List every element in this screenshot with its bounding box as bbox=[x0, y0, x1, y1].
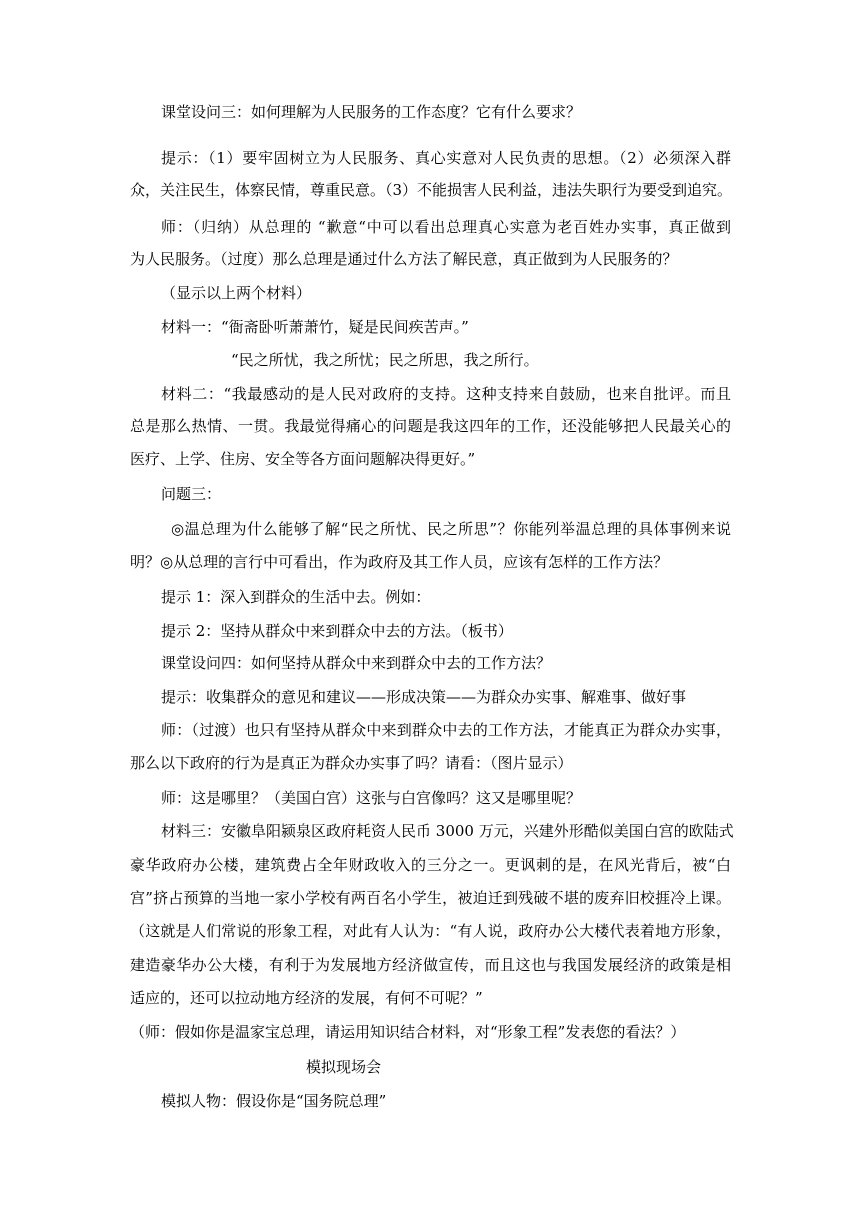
teacher-transition-line-2: 那么以下政府的行为是真正为群众办实事了吗？请看：（图片显示） bbox=[130, 754, 573, 772]
material-two-line-3: 医疗、上学、住房、安全等各方面问题解决得更好。” bbox=[130, 450, 476, 468]
material-three-line-4: （这就是人们常说的形象工程，对此有人认为：“有人说，政府办公大楼代表着地方形象， bbox=[130, 922, 731, 940]
material-two-line-2: 总是那么热情、一贯。我最觉得痛心的问题是我这四年的工作，还没能够把人民最关心的 bbox=[130, 417, 731, 435]
question-four-heading: 课堂设问四：如何坚持从群众中来到群众中去的工作方法？ bbox=[161, 654, 552, 672]
question-three-line-1: ◎温总理为什么能够了解“民之所忧、民之所思”？你能列举温总理的具体事例来说 bbox=[171, 520, 731, 538]
material-one-line-2: “民之所忧，我之所忧；民之所思，我之所行。 bbox=[231, 351, 539, 369]
material-one-line-1: 材料一：“衙斋卧听萧萧竹，疑是民间疾苦声。” bbox=[161, 318, 469, 336]
hint-two: 提示 2：坚持从群众中来到群众中去的方法。（板书） bbox=[161, 622, 513, 640]
hint-one: 提示 1：深入到群众的生活中去。例如： bbox=[161, 588, 431, 606]
show-materials-note: （显示以上两个材料） bbox=[161, 284, 312, 302]
question-three-label: 问题三： bbox=[161, 485, 222, 503]
material-three-line-6: 适应的，还可以拉动地方经济的发展，有何不可呢？” bbox=[130, 989, 483, 1007]
teacher-summary-line-1: 师：（归纳）从总理的 “歉意“中可以看出总理真心实意为老百姓办实事，真正做到 bbox=[161, 218, 731, 236]
material-three-line-2: 豪华政府办公楼，建筑费占全年财政收入的三分之一。更讽刺的是，在风光背后，被“白 bbox=[130, 856, 731, 874]
question-three-line-2: 明？◎从总理的言行中可看出，作为政府及其工作人员，应该有怎样的工作方法？ bbox=[130, 553, 669, 571]
teacher-question: 师：这是哪里？（美国白宫）这张与白宫像吗？这又是哪里呢？ bbox=[161, 789, 582, 807]
material-three-line-5: 建造豪华办公大楼，有利于为发展地方经济做宣传，而且这也与我国发展经济的政策是相 bbox=[130, 956, 731, 974]
question-three-heading: 课堂设问三：如何理解为人民服务的工作态度？它有什么要求？ bbox=[161, 103, 582, 121]
material-three-line-3: 宫”挤占预算的当地一家小学校有两百名小学生，被迫迁到残破不堪的废弃旧校捱冷上课。 bbox=[130, 889, 731, 907]
simulation-heading: 模拟现场会 bbox=[306, 1058, 382, 1076]
teacher-prompt: （师：假如你是温家宝总理，请运用知识结合材料，对“形象工程”发表您的看法？） bbox=[130, 1023, 686, 1041]
hint-line-1: 提示：（1）要牢固树立为人民服务、真心实意对人民负责的思想。（2）必须深入群 bbox=[161, 149, 731, 167]
teacher-summary-line-2: 为人民服务。（过度）那么总理是通过什么方法了解民意，真正做到为人民服务的？ bbox=[130, 250, 678, 268]
material-two-line-1: 材料二：“我最感动的是人民对政府的支持。这种支持来自鼓励，也来自批评。而且 bbox=[161, 385, 731, 403]
teacher-transition-line-1: 师：（过渡）也只有坚持从群众中来到群众中去的工作方法，才能真正为群众办实事， bbox=[161, 721, 731, 739]
hint-process: 提示：收集群众的意见和建议——形成决策——为群众办实事、解难事、做好事 bbox=[161, 688, 687, 706]
material-three-line-1: 材料三：安徽阜阳颍泉区政府耗资人民币 3000 万元，兴建外形酷似美国白宫的欧陆式 bbox=[161, 822, 734, 840]
hint-line-2: 众，关注民生，体察民情，尊重民意。（3）不能损害人民利益，违法失职行为要受到追究。 bbox=[130, 181, 733, 199]
simulation-role: 模拟人物：假设你是“国务院总理” bbox=[161, 1092, 387, 1110]
